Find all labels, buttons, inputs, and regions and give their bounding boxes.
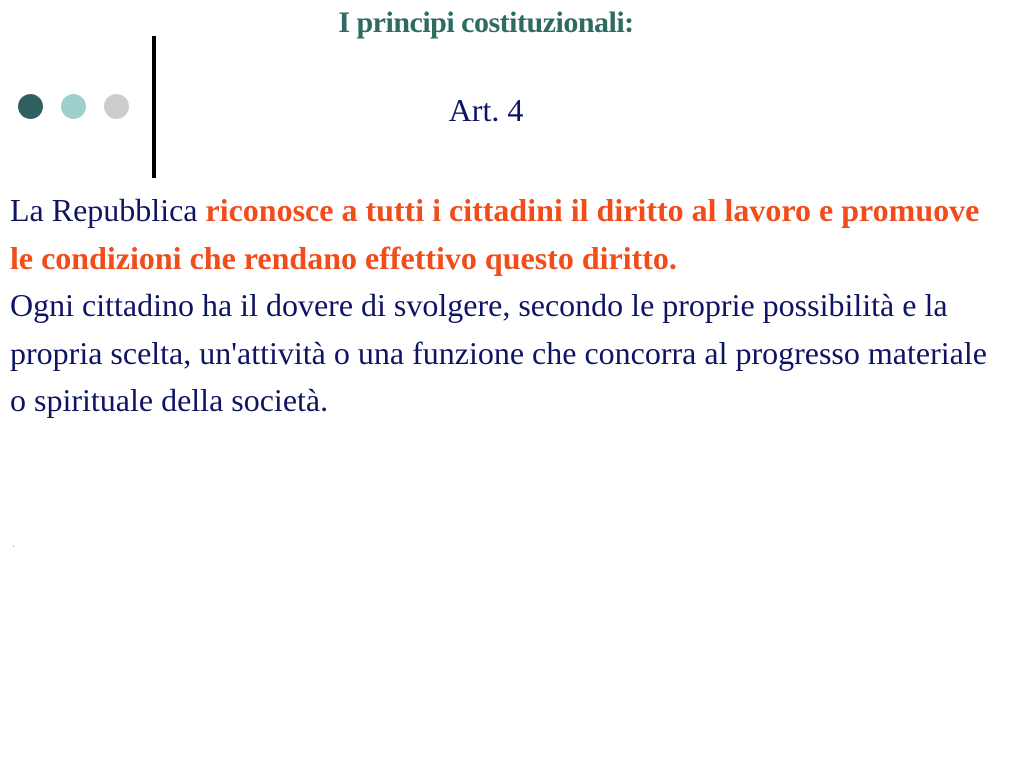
paragraph2: Ogni cittadino ha il dovere di svolgere, secondo le proprie possibilità e la propria scelta, un'attività o una funzione che concorra al progresso materiale o spirituale della società. [10, 287, 987, 418]
slide-title: I principi costituzionali: [338, 6, 634, 39]
article-heading: Art. 4 [448, 92, 524, 128]
article-text [10, 187, 990, 425]
trailing-mark: . [12, 536, 15, 550]
paragraph1-highlight: riconosce a tutti i cittadini il diritto al lavoro e promuove le condizioni che rendano effettivo questo diritto. [10, 192, 980, 276]
paragraph1-lead: La Repubblica [10, 192, 206, 228]
